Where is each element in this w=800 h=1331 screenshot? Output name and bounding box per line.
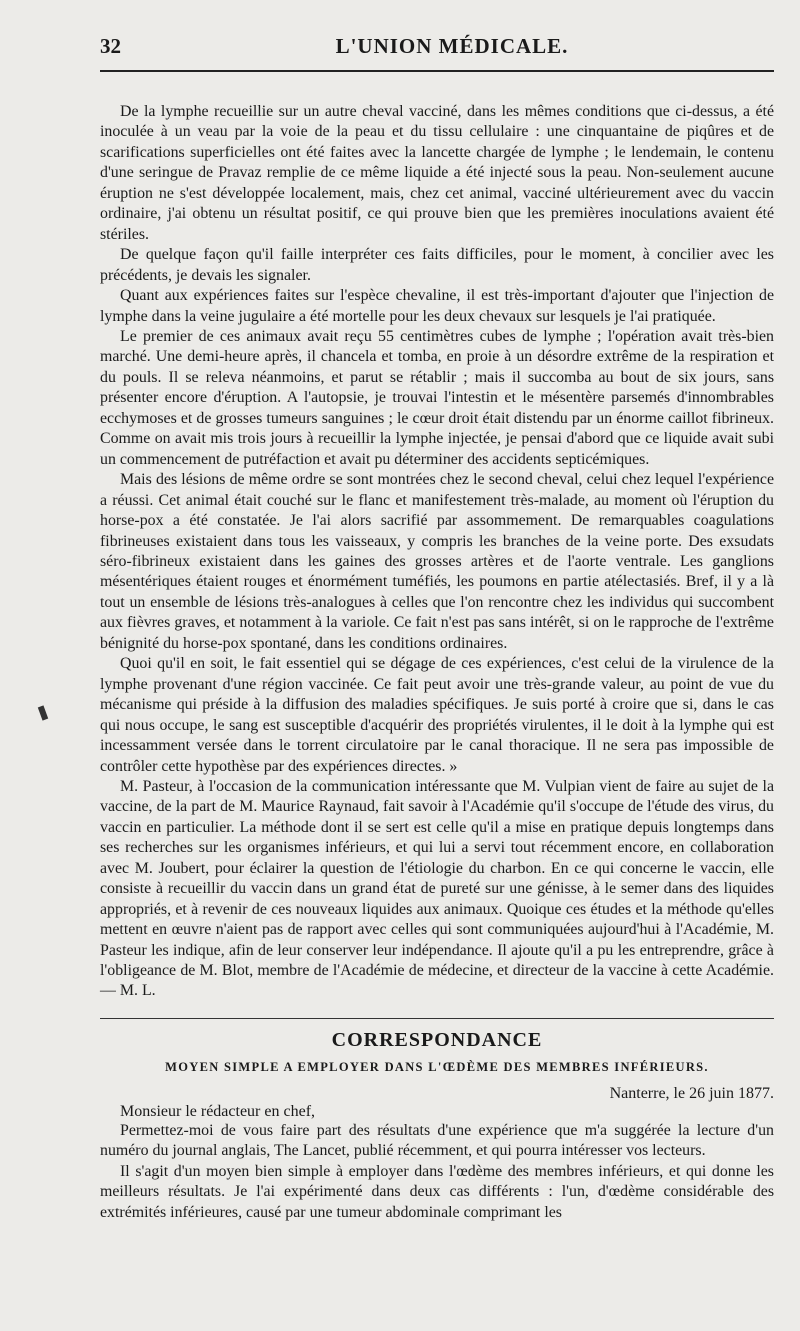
page-header	[100, 30, 774, 72]
letter-body	[100, 1121, 774, 1223]
running-title: L'UNION MÉDICALE.	[335, 34, 569, 58]
section-subtitle: MOYEN SIMPLE A EMPLOYER DANS L'ŒDÈME DES MEMBRES INFÉRIEURS.	[165, 1059, 709, 1074]
paragraph: M. Pasteur, à l'occasion de la communication intéressante que M. Vulpian vient de faire au sujet de la vaccine, de la part de M. Maurice Raynaud, fait savoir à l'Académie qu'il s'occupe de l'étude des virus, du vaccin en particulier. La méthode dont il se sert est celle qu'il a mise en pratique depuis longtemps dans ses recherches sur les organismes inférieurs, et qui lui a servi tout récemment encore, en collaboration avec M. Joubert, pour éclairer la question de l'étiologie du charbon. En ce qui concerne le vaccin, elle consiste à recueillir du vaccin dans un grand état de pureté sur une génisse, à le semer dans des liquides appropriés, et à revenir de ces nouveaux liquides aux animaux. Quoique ces études et la méthode qu'elles mettent en œuvre n'aient pas de rapport avec celles qui sont communiquées aujourd'hui à l'Académie, M. Pasteur les indique, afin de leur conserver leur indépendance. Il ajoute qu'il a pu les entreprendre, grâce à l'obligeance de M. Blot, membre de l'Académie de médecine, et directeur de la vaccine à cette Académie. — M. L.	[100, 777, 774, 1000]
paragraph: Quoi qu'il en soit, le fait essentiel qui se dégage de ces expériences, c'est celui de la virulence de la lymphe provenant d'une région vaccinée. Ce fait peut avoir une très-grande valeur, au point de vue du mécanisme qui préside à la diffusion des maladies spécifiques. Je suis porté à croire que si, dans le cas qui nous occupe, le sang est susceptible d'acquérir des propriétés virulentes, il le doit à la lymphe qui est incessamment versée dans le torrent circulatoire par le canal thoracique. Il ne sera pas impossible de contrôler cette hypothèse par des expériences directes. »	[100, 655, 774, 775]
letter-date: Nanterre, le 26 juin 1877.	[609, 1084, 774, 1102]
article-body	[100, 102, 774, 1002]
letter-salutation: Monsieur le rédacteur en chef,	[120, 1102, 316, 1120]
paragraph: Quant aux expériences faites sur l'espèce chevaline, il est très-important d'ajouter que l'injection de lymphe dans la veine jugulaire a été mortelle pour les deux chevaux sur lesquels je l'ai pratiquée.	[100, 287, 774, 325]
section-title: CORRESPONDANCE	[100, 1018, 774, 1052]
paragraph: De quelque façon qu'il faille interpréter ces faits difficiles, pour le moment, à concilier avec les précédents, je devais les signaler.	[100, 246, 774, 284]
margin-mark-icon	[38, 705, 48, 720]
paragraph: De la lymphe recueillie sur un autre cheval vacciné, dans les mêmes conditions que ci-dessus, a été inoculée à un veau par la voie de la peau et du tissu cellulaire : une cinquantaine de piqûres et de scarifications superficielles ont été faites avec la lancette chargée de lymphe ; le lendemain, le contenu d'une seringue de Pravaz remplie de ce même liquide a été injecté sous la peau. Non-seulement aucune éruption ne s'est développée localement, mais, chez cet animal, vacciné ultérieurement avec du vaccin ordinaire, j'ai obtenu un résultat positif, ce qui prouve bien que les premières inoculations avaient été stériles.	[100, 103, 774, 243]
paragraph: Mais des lésions de même ordre se sont montrées chez le second cheval, celui chez lequel l'expérience a réussi. Cet animal était couché sur le flanc et manifestement très-malade, au moment où l'éruption du horse-pox a été constatée. Je l'ai alors sacrifié par assommement. De remarquables coagulations fibrineuses existaient dans tous les vaisseaux, y compris les branches de la veine porte. Des exsudats séro-fibrineux existaient dans les gaines des grosses artères et de l'aorte ventrale. Les ganglions mésentériques étaient rouges et énormément tuméfiés, les poumons en partie atélectasiés. Bref, il y a là tout un ensemble de lésions très-analogues à celles que l'on rencontre chez les individus qui succombent aux fièvres graves, et notamment à la variole. Ce fait n'est pas sans intérêt, si on le rapproche de l'extrême bénignité du horse-pox spontané, dans les conditions ordinaires.	[100, 471, 774, 652]
paragraph: Il s'agit d'un moyen bien simple à employer dans l'œdème des membres inférieurs, et qui donne les meilleurs résultats. Je l'ai expérimenté dans deux cas différents : l'un, d'œdème considérable des extrémités inférieures, causé par une tumeur abdominale comprimant les	[100, 1162, 774, 1221]
paragraph: Permettez-moi de vous faire part des résultats d'une expérience que m'a suggérée la lecture d'un numéro du journal anglais, The Lancet, publié récemment, et qui pourra intéresser vos lecteurs.	[100, 1121, 774, 1160]
paragraph: Le premier de ces animaux avait reçu 55 centimètres cubes de lymphe ; l'opération avait très-bien marché. Une demi-heure après, il chancela et tomba, en proie à un désordre extrême de la respiration et du pouls. Il se releva néanmoins, et parut se rétablir ; mais il succomba au bout de six jours, sans présenter encore d'éruption. A l'autopsie, je trouvai l'intestin et le mésentère parsemés d'innombrables ecchymoses et de grosses tumeurs sanguines ; le cœur droit était distendu par un énorme caillot fibrineux. Comme on avait mis trois jours à recueillir la lymphe injectée, je pensai d'abord que ce liquide avait subi un commencement de putréfaction et avait pu déterminer des accidents septicémiques.	[100, 327, 774, 468]
page-number: 32	[100, 34, 121, 58]
